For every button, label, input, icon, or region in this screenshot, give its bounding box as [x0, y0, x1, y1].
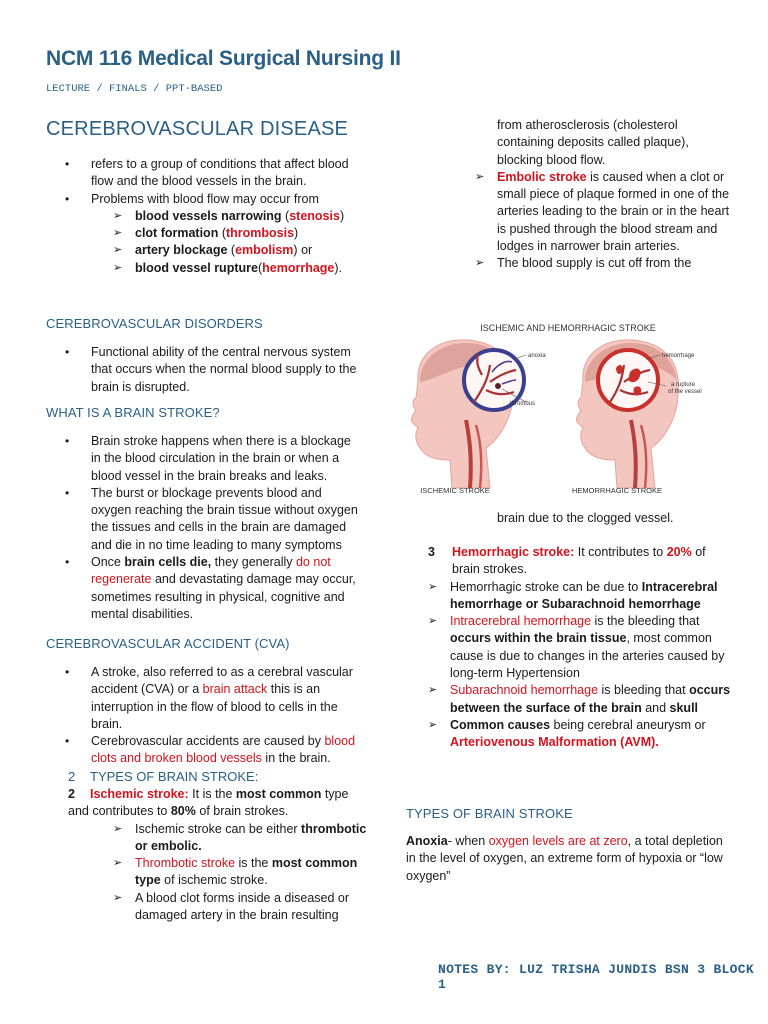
- list-item: ➢ Ischemic stroke can be either thrombotic or embolic.: [113, 821, 368, 856]
- list-item: ➢ Common causes being cerebral aneurysm or Arteriovenous Malformation (AVM).: [428, 717, 733, 752]
- list-item: ➢ The blood supply is cut off from the: [475, 255, 730, 272]
- ischemic-head: [411, 340, 526, 488]
- cva-section: [46, 664, 364, 768]
- list-item: ➢ Hemorrhagic stroke can be due to Intracerebral hemorrhage or Subarachnoid hemorrhage: [428, 579, 733, 614]
- page-subtitle: LECTURE / FINALS / PPT-BASED: [46, 83, 223, 95]
- label-anoxia: anoxia: [528, 353, 546, 359]
- list-item: ➢ Subarachnoid hemorrhage is bleeding that occurs between the surface of the brain and skull: [428, 682, 733, 717]
- cvd-heading: CEREBROVASCULAR DISEASE: [46, 118, 349, 140]
- list-item: • Cerebrovascular accidents are caused by blood clots and broken blood vessels in the brain.: [46, 733, 364, 768]
- list-item: ➢ blood vessels narrowing (stenosis): [113, 208, 364, 225]
- label-rupture-2: of the vessel: [668, 389, 702, 395]
- label-thrombus: thrombus: [510, 401, 536, 407]
- list-item: ➢ artery blockage (embolism) or: [113, 242, 364, 259]
- cva-heading: CEREBROVASCULAR ACCIDENT (CVA): [46, 636, 290, 651]
- list-item: • refers to a group of conditions that affect blood flow and the blood vessels in the brain.: [46, 156, 364, 191]
- list-item: ➢ Thrombotic stroke is the most common type of ischemic stroke.: [113, 855, 368, 890]
- list-item: • Functional ability of the central nervous system that occurs when the normal blood supply to the brain is disrupted.: [46, 344, 364, 396]
- ischemic-item: 2 Ischemic stroke: It is the most common type and contributes to 80% of brain strokes.: [68, 787, 349, 819]
- label-ischemic-stroke: ISCHEMIC STROKE: [420, 486, 490, 495]
- label-hemorrhage: hemorrhage: [662, 353, 695, 359]
- list-item: • Problems with blood flow may occur from: [46, 191, 364, 208]
- label-rupture-1: a rupture: [671, 382, 696, 388]
- continued-text-2: brain due to the clogged vessel.: [497, 511, 674, 525]
- footer-notes: NOTES BY: LUZ TRISHA JUNDIS BSN 3 BLOCK 1: [438, 962, 754, 992]
- continued-text: from atherosclerosis (cholesterol containing deposits called plaque), blocking blood flow.: [497, 118, 689, 167]
- types-line: 2 TYPES OF BRAIN STROKE:: [68, 769, 259, 784]
- right-top-section: [475, 117, 730, 273]
- disorders-section: [46, 344, 364, 396]
- list-item: ➢ Embolic stroke is caused when a clot or small piece of plaque formed in one of the arteries leading to the brain or in the heart is pushed through the blood stream and lodges in narrower brain arteries.: [475, 169, 730, 255]
- list-item: • A stroke, also referred to as a cerebral vascular accident (CVA) or a brain attack this is an interruption in the flow of blood to cells in the brain.: [46, 664, 364, 733]
- list-item: • The burst or blockage prevents blood and oxygen reaching the brain tissue without oxygen the tissues and cells in the brain are damaged and die in no time leading to many symptoms: [46, 485, 364, 554]
- list-item: ➢ blood vessel rupture(hemorrhage).: [113, 260, 364, 277]
- list-item: • Brain stroke happens when there is a blockage in the blood circulation in the brain or when a blood vessel in the brain breaks and leaks.: [46, 433, 364, 485]
- stroke-section: [46, 433, 364, 623]
- figure-title: ISCHEMIC AND HEMORRHAGIC STROKE: [480, 323, 656, 333]
- types-heading-2: TYPES OF BRAIN STROKE: [406, 806, 573, 821]
- hemorrhagic-head: [576, 340, 678, 488]
- list-item: ➢ A blood clot forms inside a diseased or damaged artery in the brain resulting: [113, 890, 368, 925]
- disorders-heading: CEREBROVASCULAR DISORDERS: [46, 316, 263, 331]
- ischemic-section: [68, 786, 368, 924]
- anoxia-paragraph: Anoxia- when oxygen levels are at zero, a total depletion in the level of oxygen, an extreme form of hypoxia or “low oxygen”: [406, 834, 723, 883]
- list-item: ➢ Intracerebral hemorrhage is the bleeding that occurs within the brain tissue, most common cause is due to changes in the arteries caused by long-term Hypertension: [428, 613, 733, 682]
- list-item: ➢ clot formation (thrombosis): [113, 225, 364, 242]
- hemorrhagic-item: 3 Hemorrhagic stroke: It contributes to 20% of brain strokes.: [428, 545, 706, 577]
- stroke-heading: WHAT IS A BRAIN STROKE?: [46, 405, 220, 420]
- hemorrhagic-section: [428, 544, 733, 752]
- stroke-illustration: [398, 310, 738, 508]
- list-item: • Once brain cells die, they generally do not regenerate and devastating damage may occur, sometimes resulting in physical, cognitive and mental disabilities.: [46, 554, 364, 623]
- label-hemorrhagic-stroke: HEMORRHAGIC STROKE: [571, 486, 663, 495]
- page-title: NCM 116 Medical Surgical Nursing II: [46, 47, 401, 70]
- cvd-section: [46, 156, 364, 277]
